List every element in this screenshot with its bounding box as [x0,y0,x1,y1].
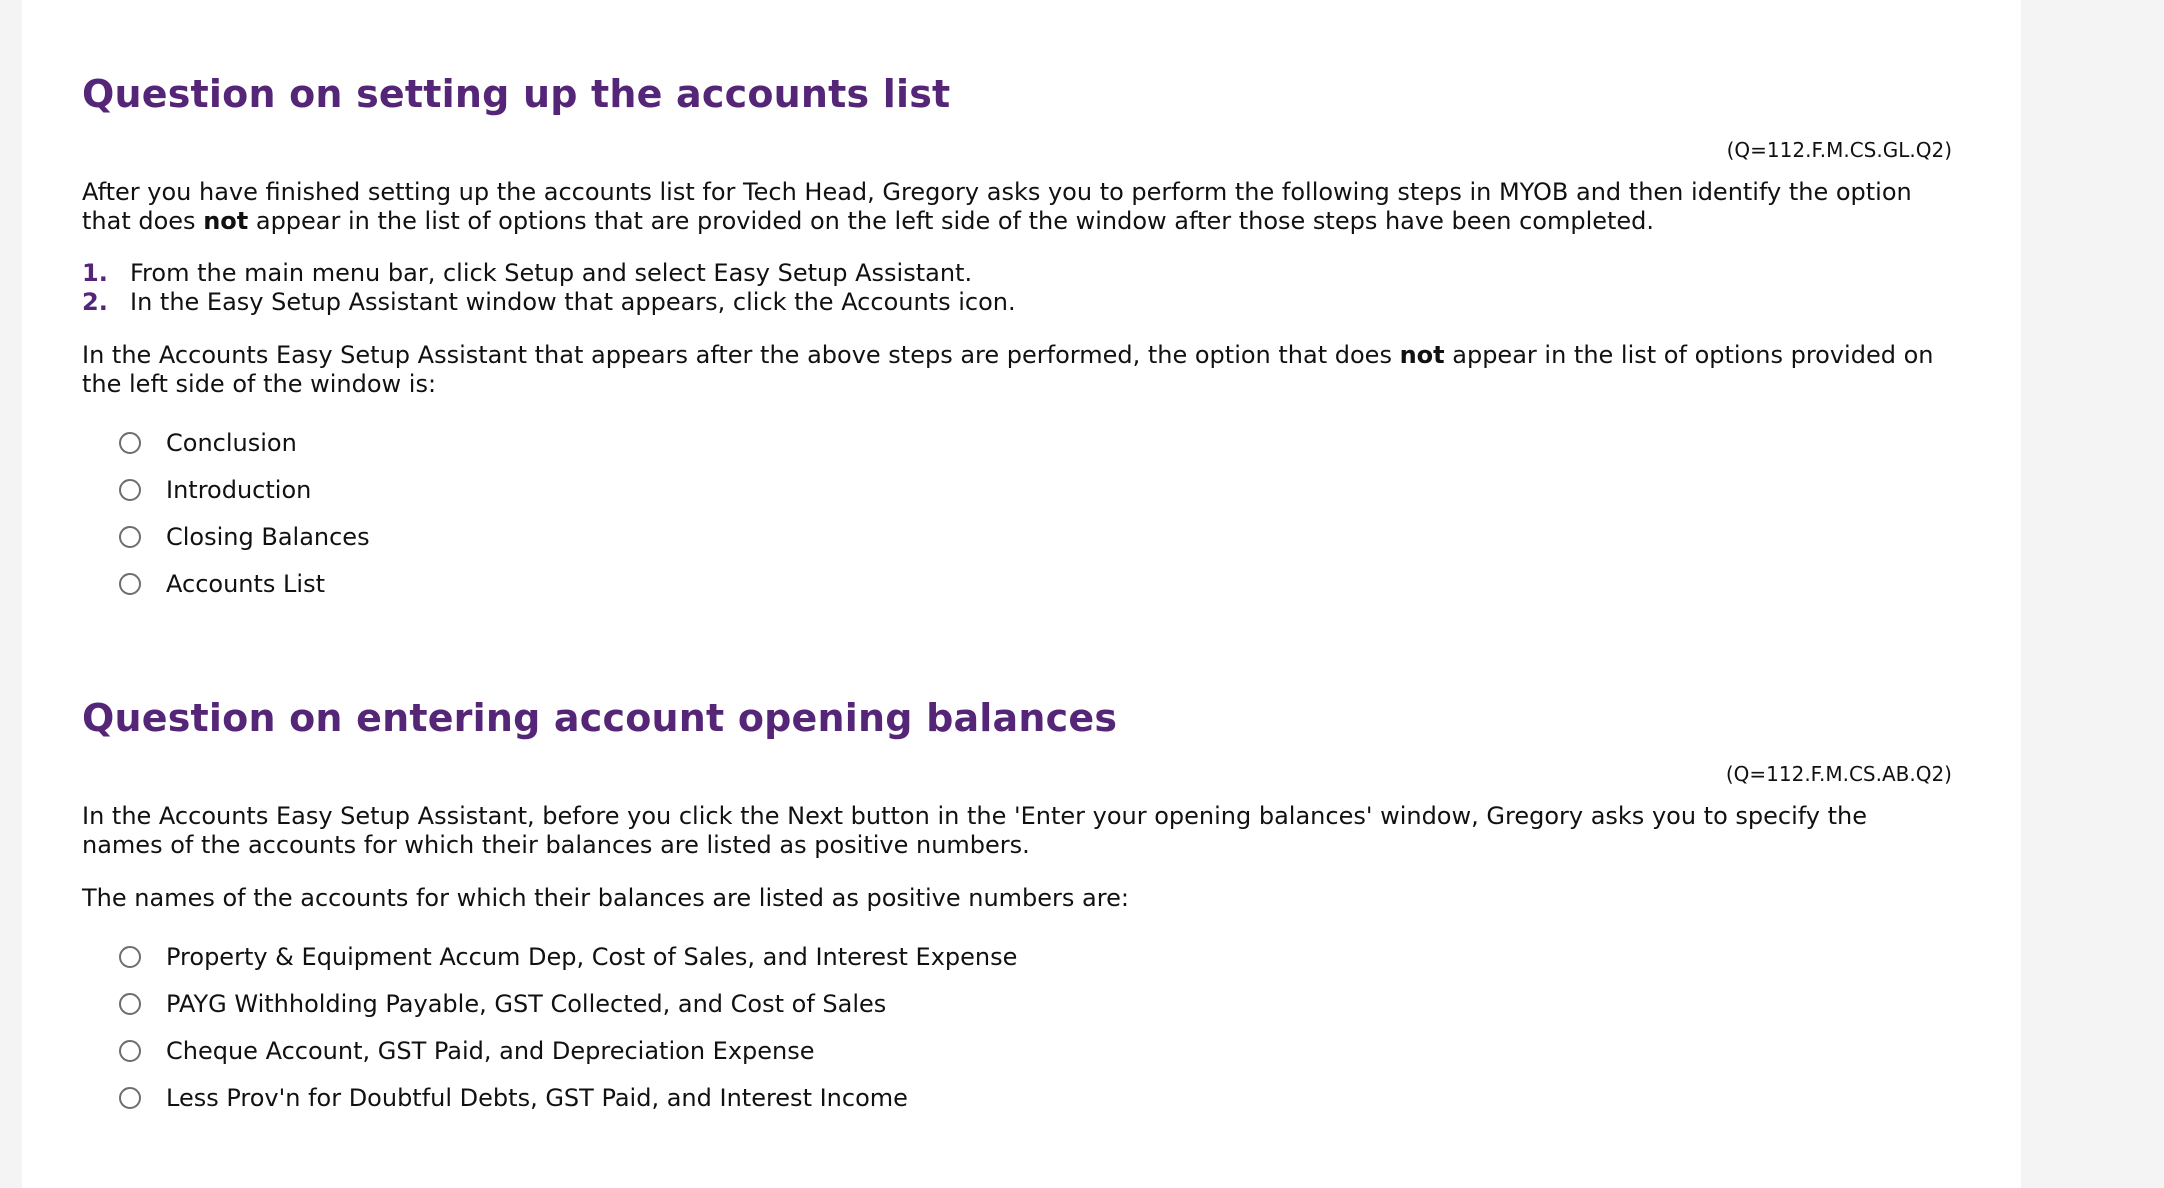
answer-option[interactable] [82,466,1952,513]
steps-list [82,259,1952,317]
step-item [82,288,1952,317]
question-intro: After you have finished setting up the accounts list for Tech Head, Gregory asks you to perform the following steps in MYOB and then identify the option that does not appear in the list of options that are provided on the left side of the window after those steps have been completed. [82,178,1912,235]
answer-options [82,933,1952,1121]
question-opening-balances [82,607,1952,1121]
option-label: PAYG Withholding Payable, GST Collected, and Cost of Sales [166,989,887,1018]
answer-option[interactable] [82,1074,1952,1121]
answer-option[interactable] [82,933,1952,980]
option-label: Less Prov'n for Doubtful Debts, GST Paid, and Interest Income [166,1083,908,1112]
step-number: 2. [82,288,108,316]
step-number: 1. [82,259,108,287]
step-text: In the Easy Setup Assistant window that appears, click the Accounts icon. [130,288,1016,316]
radio-button[interactable] [119,526,141,548]
question-prompt: The names of the accounts for which their balances are listed as positive numbers are: [82,884,1129,912]
radio-button[interactable] [119,946,141,968]
content [82,0,1952,1121]
option-label: Accounts List [166,569,325,598]
radio-button[interactable] [119,573,141,595]
page [22,0,2021,1188]
question-id: (Q=112.F.M.CS.GL.Q2) [1726,138,1952,162]
question-accounts-list [82,0,1952,607]
option-label: Conclusion [166,428,297,457]
option-label: Closing Balances [166,522,370,551]
option-label: Cheque Account, GST Paid, and Depreciation Expense [166,1036,815,1065]
step-item [82,259,1952,288]
question-id: (Q=112.F.M.CS.AB.Q2) [1725,762,1952,786]
answer-option[interactable] [82,513,1952,560]
radio-button[interactable] [119,479,141,501]
radio-button[interactable] [119,432,141,454]
answer-option[interactable] [82,419,1952,466]
option-label: Introduction [166,475,312,504]
answer-options [82,419,1952,607]
step-text: From the main menu bar, click Setup and select Easy Setup Assistant. [130,259,973,287]
answer-option[interactable] [82,980,1952,1027]
question-title: Question on entering account opening balances [82,696,1118,740]
question-intro: In the Accounts Easy Setup Assistant, before you click the Next button in the 'Enter your opening balances' window, Gregory asks you to specify the names of the accounts for which their balances are listed as positive numbers. [82,802,1867,859]
answer-option[interactable] [82,1027,1952,1074]
question-prompt: In the Accounts Easy Setup Assistant that appears after the above steps are performed, the option that does not appear in the list of options provided on the left side of the window is: [82,341,1934,398]
radio-button[interactable] [119,1040,141,1062]
question-title: Question on setting up the accounts list [82,72,951,116]
answer-option[interactable] [82,560,1952,607]
radio-button[interactable] [119,993,141,1015]
option-label: Property & Equipment Accum Dep, Cost of Sales, and Interest Expense [166,942,1018,971]
radio-button[interactable] [119,1087,141,1109]
